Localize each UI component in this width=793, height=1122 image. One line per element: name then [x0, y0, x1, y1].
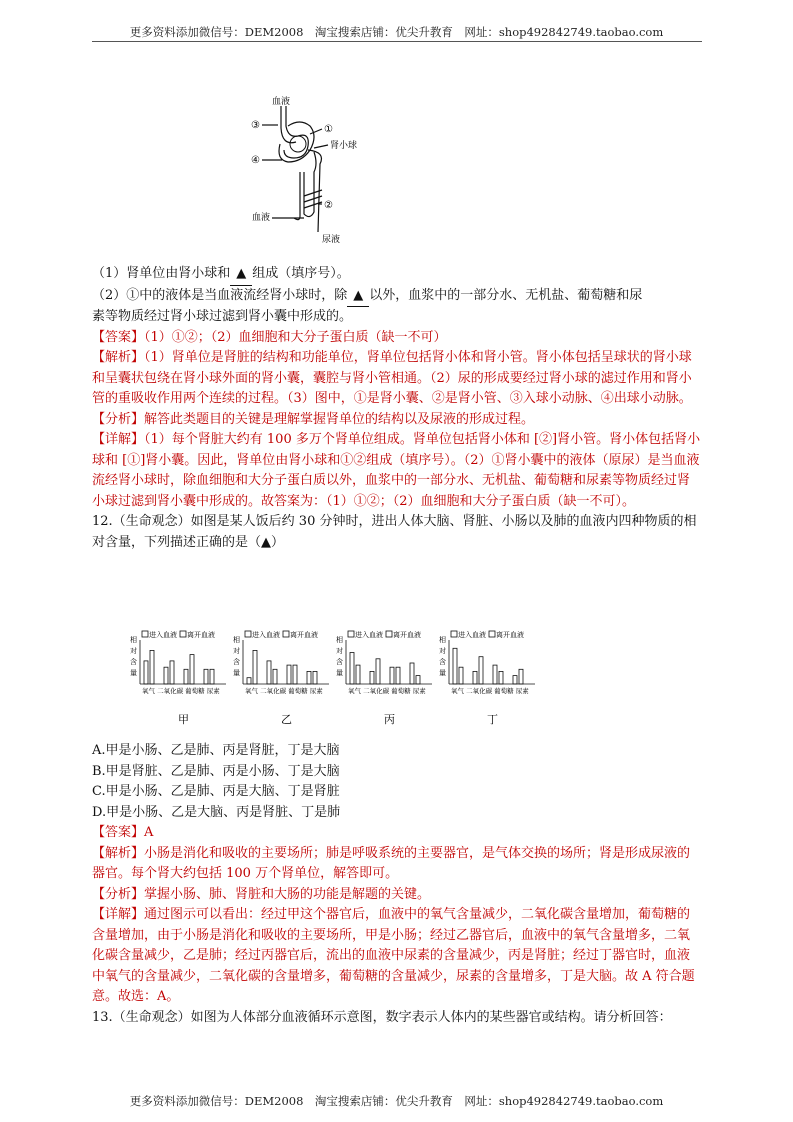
- bar-in: [513, 676, 517, 684]
- bar-out: [519, 669, 523, 684]
- bar-in: [184, 669, 188, 684]
- x-tick-labels: 氧气 二氧化碳 葡萄糖 尿素: [245, 687, 323, 695]
- legend-out-label: 离开血液: [187, 631, 215, 639]
- legend-out-box: [180, 631, 186, 637]
- bar-out: [356, 665, 360, 684]
- q12-detail: 【详解】通过图示可以看出：经过甲这个器官后，血液中的氧气含量减少，二氧化碳含量增加，葡萄糖的含量增加，由于小肠是消化和吸收的主要场所，甲是小肠；经过乙器官后，血液中的氧气含量增多，二氧化碳含量减少，乙是肺；经过丙器官后，流出的血液中尿素的含量减少，丙是肾脏；经过丁器官时，血液中氧气的含量减少，二氧化碳的含量增多，葡萄糖的含量减少，尿素的含量增多，丁是大脑。故 A 符合题意。故选：A。: [92, 907, 695, 1004]
- ylabel-char: 量: [130, 669, 137, 677]
- ylabel-char: 含: [336, 658, 343, 666]
- panel-name: 丁: [487, 713, 498, 726]
- label-3: ③: [251, 120, 260, 131]
- nephron-diagram: [248, 92, 368, 244]
- legend-in-box: [348, 631, 354, 637]
- bar-in: [144, 661, 148, 684]
- legend-in-label: 进入血液: [355, 631, 383, 639]
- page-footer: 更多资料添加微信号：DEM2008 淘宝搜索店铺：优尖升教育 网址：shop492842749.taobao.com: [129, 1094, 664, 1108]
- question-12-options: [92, 741, 702, 1028]
- panel-name: 甲: [178, 713, 189, 726]
- ylabel-char: 量: [233, 669, 240, 677]
- ylabel-char: 相: [233, 636, 240, 644]
- ylabel-char: 量: [336, 669, 343, 677]
- bar-out: [170, 661, 174, 684]
- bar-in: [350, 653, 354, 685]
- q11-line2: （2）①中的液体是当血液流经肾小球时，除 ▲ 以外，血浆中的一部分水、无机盐、葡萄糖和尿: [92, 286, 702, 308]
- ylabel-char: 含: [439, 658, 446, 666]
- bar-out: [479, 657, 483, 684]
- label-4: ④: [251, 155, 260, 166]
- bar-out: [396, 667, 400, 684]
- q11-detail: 【详解】（1）每个肾脏大约有 100 多万个肾单位组成。肾单位包括肾小体和 [②]肾小管。肾小体包括肾小球和 [①]肾小囊。因此，肾单位由肾小球和①②组成（填序号）。（2）①肾小囊中的液体（原尿）是当血液流经肾小球时，除血细胞和大分子蛋白质以外，血浆中的一部分水、无机盐、葡萄糖和尿素等物质经过肾小球过滤到肾小囊中形成的。故答案为：（1）①②；（2）血细胞和大分子蛋白质（缺一不可）。: [92, 432, 701, 509]
- bar-in: [164, 667, 168, 684]
- ylabel-char: 对: [439, 647, 446, 655]
- bar-out: [210, 669, 214, 684]
- label-urine: 尿液: [322, 235, 341, 244]
- bar-in: [453, 648, 457, 684]
- q11-line1: （1）肾单位由肾小球和 ▲ 组成（填序号）。: [92, 264, 702, 286]
- bar-in: [370, 671, 374, 684]
- q11-blank-1: ▲: [230, 264, 252, 286]
- bar-in: [493, 665, 497, 684]
- legend-out-box: [283, 631, 289, 637]
- legend-in-box: [451, 631, 457, 637]
- blood-substance-charts: [128, 628, 548, 730]
- q12-option-d: D.甲是小肠、乙是大脑、丙是肾脏、丁是肺: [92, 804, 341, 820]
- page-header: 更多资料添加微信号：DEM2008 淘宝搜索店铺：优尖升教育 网址：shop492842749.taobao.com: [129, 25, 664, 39]
- x-tick-labels: 氧气 二氧化碳 葡萄糖 尿素: [348, 687, 426, 695]
- legend-out-box: [489, 631, 495, 637]
- q12-fenxi: 【分析】掌握小肠、肺、肾脏和大肠的功能是解题的关键。: [92, 886, 431, 902]
- q13-stem: 13.（生命观念）如图为人体部分血液循环示意图，数字表示人体内的某些器官或结构。请分析回答：: [92, 1009, 672, 1025]
- q12-answer: 【答案】A: [92, 825, 154, 840]
- q12-stem: 12.（生命观念）如图是某人饭后约 30 分钟时，进出人体大脑、肾脏、小肠以及肺的血液内四种物质的相对含量，下列描述正确的是（▲）: [92, 514, 697, 550]
- q12-option-b: B.甲是肾脏、乙是肺、丙是小肠、丁是大脑: [92, 763, 340, 779]
- x-tick-labels: 氧气 二氧化碳 葡萄糖 尿素: [142, 687, 220, 695]
- bar-out: [459, 667, 463, 684]
- panel-name: 乙: [281, 713, 292, 726]
- q11-answer: 【答案】（1）①②；（2）血细胞和大分子蛋白质（缺一不可）: [92, 329, 447, 345]
- legend-in-label: 进入血液: [252, 631, 280, 639]
- label-1: ①: [324, 124, 333, 135]
- legend-in-box: [245, 631, 251, 637]
- legend-out-label: 离开血液: [496, 631, 524, 639]
- label-blood-top: 血液: [272, 97, 291, 107]
- q11-analysis: 【解析】（1）肾单位是肾脏的结构和功能单位，肾单位包括肾小体和肾小管。肾小体包括呈球状的肾小球和呈囊状包绕在肾小球外面的肾小囊，囊腔与肾小管相通。（2）尿的形成要经过肾小球的滤过作用和肾小管的重吸收作用两个连续的过程。（3）图中，①是肾小囊、②是肾小管、③入球小动脉、④出球小动脉。: [92, 350, 692, 406]
- legend-out-box: [386, 631, 392, 637]
- bar-out: [416, 676, 420, 684]
- label-glomerulus: 肾小球: [330, 141, 358, 151]
- bar-out: [190, 655, 194, 684]
- label-blood-bottom: 血液: [252, 213, 271, 223]
- bar-in: [287, 665, 291, 684]
- legend-in-box: [142, 631, 148, 637]
- q12-option-c: C.甲是小肠、乙是肺、丙是大脑、丁是肾脏: [92, 784, 340, 799]
- bar-out: [273, 669, 277, 684]
- bar-out: [293, 665, 297, 684]
- bar-in: [473, 671, 477, 684]
- ylabel-char: 对: [130, 647, 137, 655]
- bar-in: [247, 678, 251, 684]
- q12-analysis: 【解析】小肠是消化和吸收的主要场所；肺是呼吸系统的主要器官，是气体交换的场所；肾是形成尿液的器官。每个肾大约包括 100 万个肾单位，解答即可。: [92, 845, 691, 881]
- ylabel-char: 相: [439, 636, 446, 644]
- q11-fenxi: 【分析】解答此类题目的关键是理解掌握肾单位的结构以及尿液的形成过程。: [92, 411, 535, 427]
- q11-line3: 素等物质经过肾小球过滤到肾小囊中形成的。: [92, 309, 353, 324]
- x-tick-labels: 氧气 二氧化碳 葡萄糖 尿素: [451, 687, 529, 695]
- bar-out: [499, 671, 503, 684]
- ylabel-char: 相: [336, 636, 343, 644]
- bar-in: [204, 669, 208, 684]
- legend-in-label: 进入血液: [458, 631, 486, 639]
- nephron-lines: [262, 106, 328, 232]
- legend-out-label: 离开血液: [393, 631, 421, 639]
- ylabel-char: 含: [130, 658, 137, 666]
- q11-blank-2: ▲: [347, 286, 369, 308]
- ylabel-char: 量: [439, 669, 446, 677]
- bar-in: [410, 663, 414, 684]
- legend-in-label: 进入血液: [149, 631, 177, 639]
- bar-in: [267, 661, 271, 684]
- question-11-section: [92, 264, 702, 553]
- bar-in: [307, 671, 311, 684]
- panel-name: 丙: [384, 713, 395, 726]
- header-rule: [92, 41, 702, 42]
- label-2: ②: [324, 200, 333, 211]
- bar-out: [313, 671, 317, 684]
- legend-out-label: 离开血液: [290, 631, 318, 639]
- bar-out: [150, 650, 154, 684]
- ylabel-char: 相: [130, 636, 137, 644]
- ylabel-char: 对: [336, 647, 343, 655]
- bar-in: [390, 667, 394, 684]
- ylabel-char: 含: [233, 658, 240, 666]
- ylabel-char: 对: [233, 647, 240, 655]
- bar-out: [376, 659, 380, 684]
- q12-option-a: A.甲是小肠、乙是肺、丙是肾脏，丁是大脑: [92, 743, 340, 758]
- bar-out: [253, 650, 257, 684]
